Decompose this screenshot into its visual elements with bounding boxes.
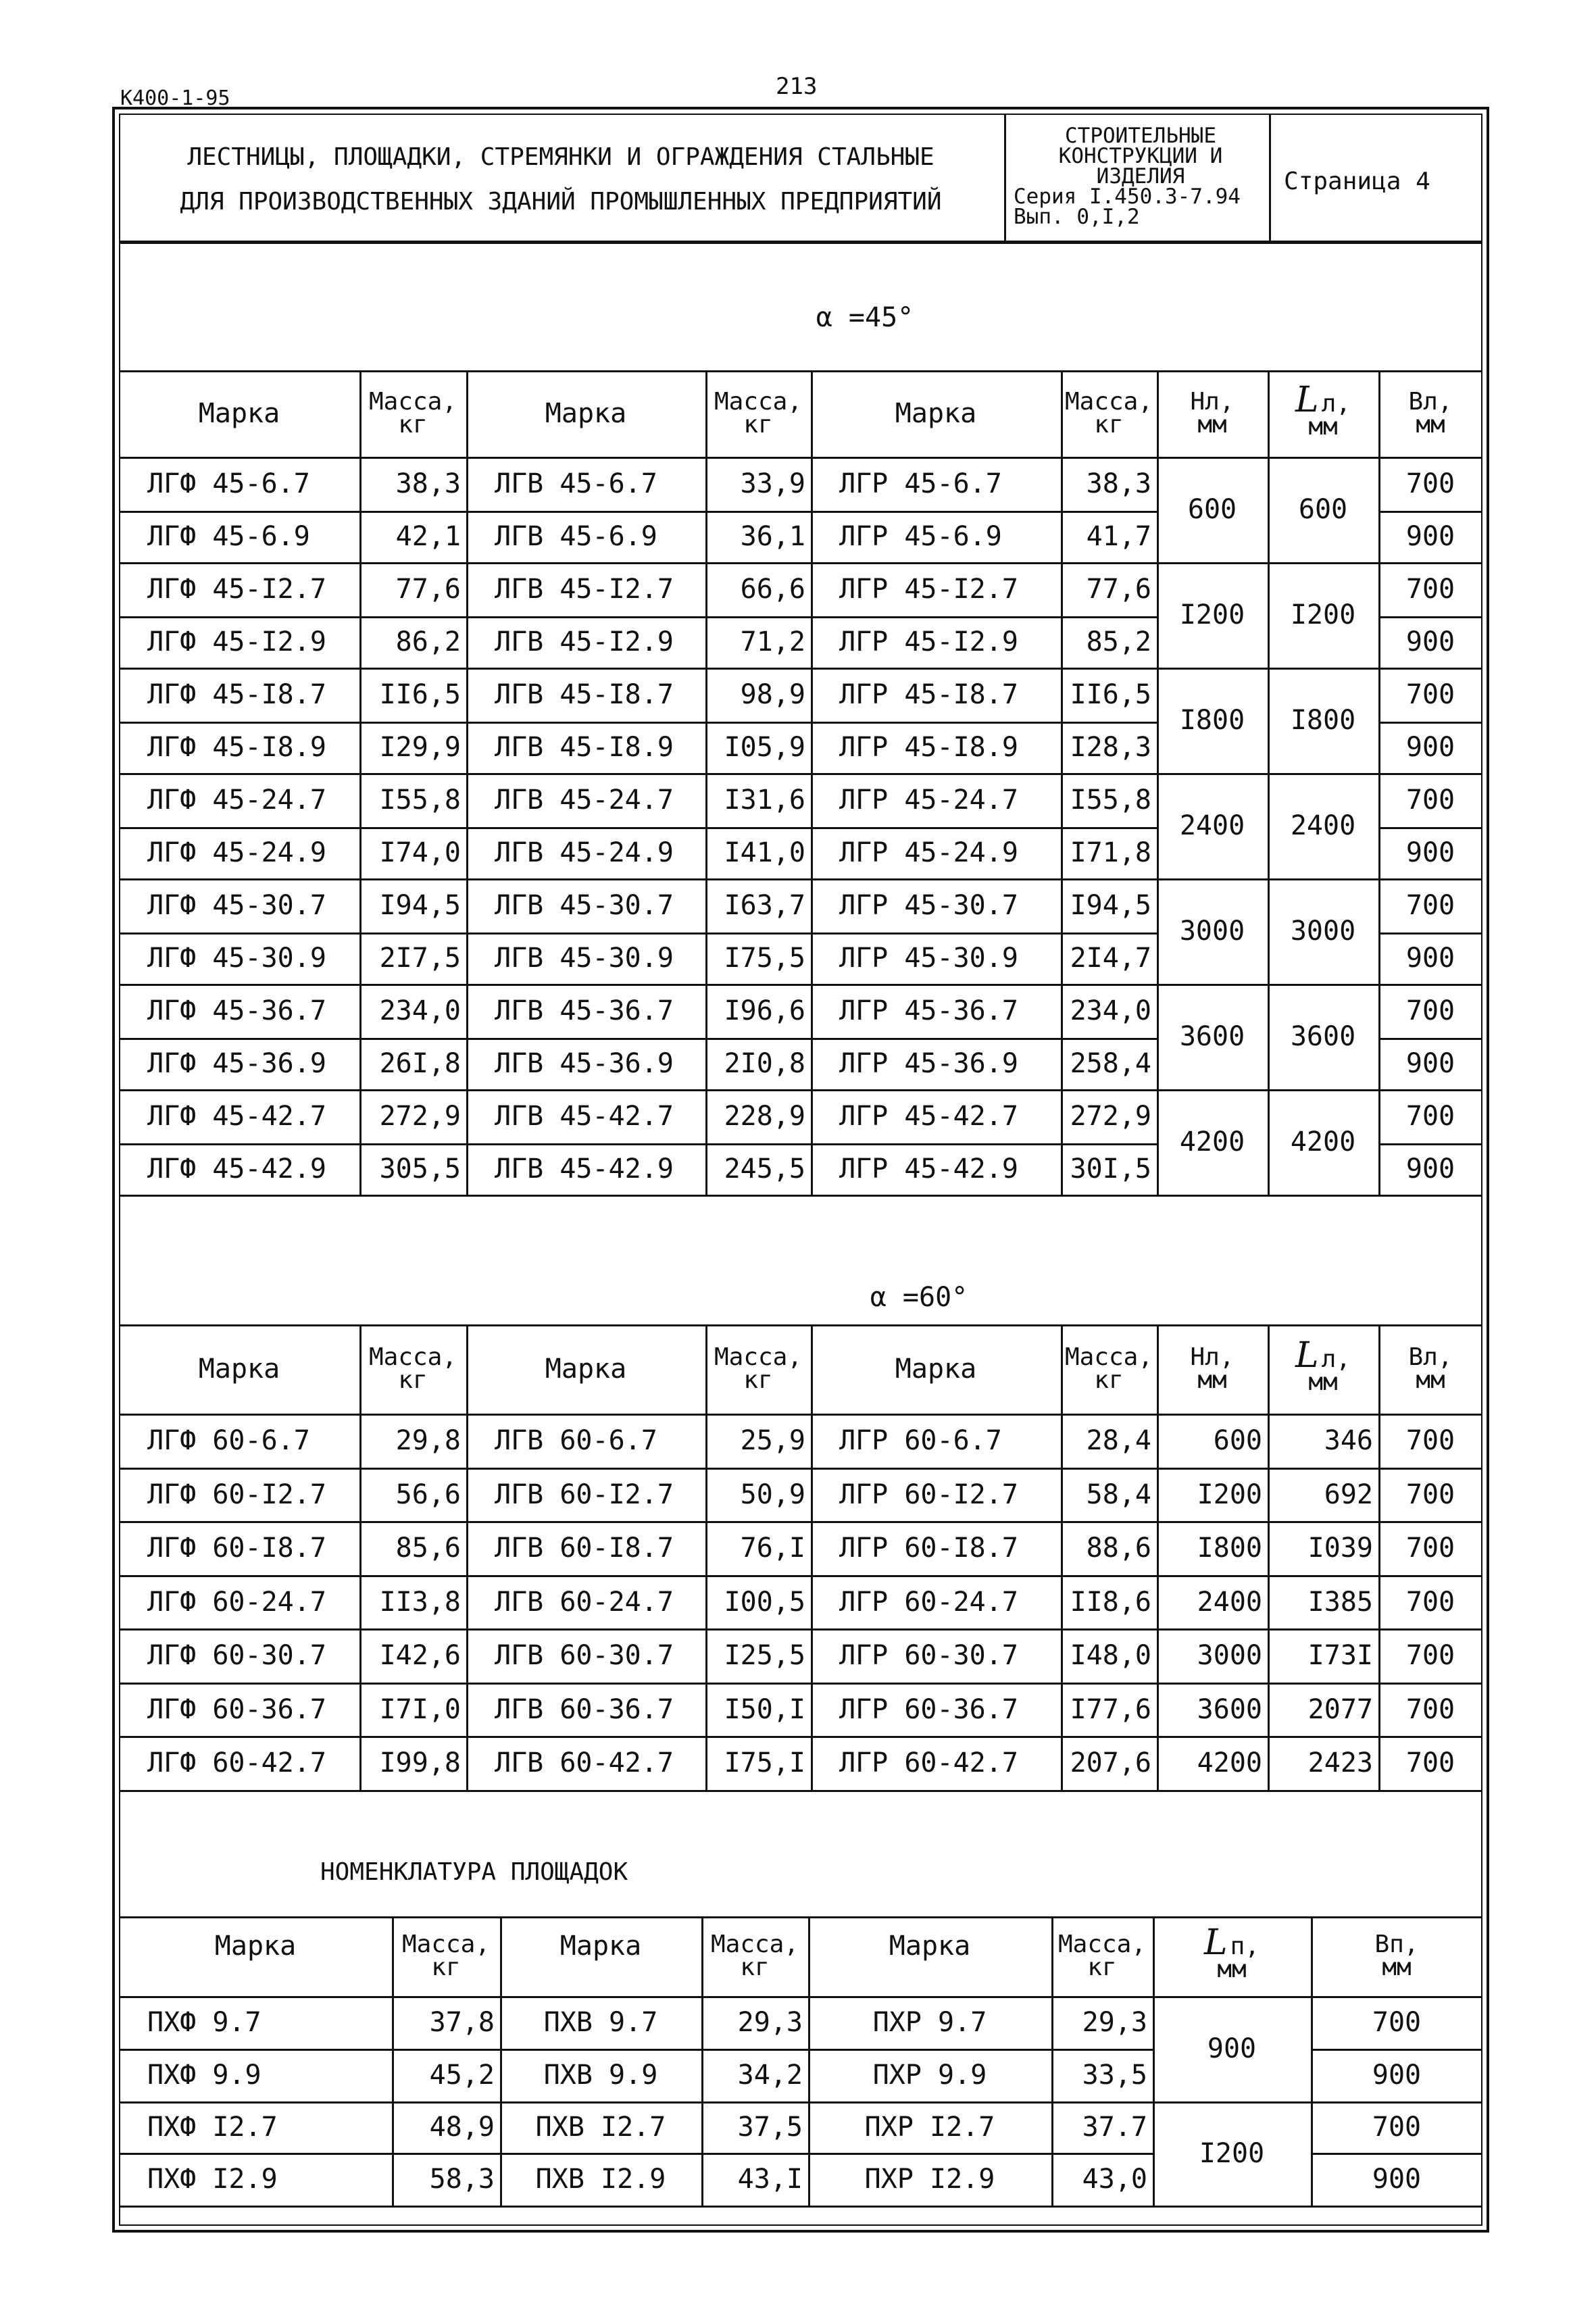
group-ll-value: 2400 bbox=[1290, 810, 1356, 841]
document-title bbox=[122, 135, 1000, 224]
t45-header-mass-3-top: Масса, bbox=[1064, 388, 1153, 416]
sheet-label: Страница 4 bbox=[1284, 168, 1430, 195]
tp-header-mass-1 bbox=[392, 1916, 500, 1996]
table-row-mark-v: ЛГВ 45-24.7 bbox=[495, 785, 674, 816]
table-row-mass-v: 29,3 bbox=[737, 2007, 803, 2038]
tp-header-bp-top: Вп, bbox=[1374, 1931, 1419, 1958]
t60-header-mark-2: Марка bbox=[545, 1353, 627, 1385]
table-row-mass-f: 272,9 bbox=[379, 1101, 461, 1132]
tp-header-mass-2 bbox=[701, 1916, 808, 1996]
t45-header-bl-bottom: мм bbox=[1416, 411, 1445, 439]
table-row-mark-v: ЛГВ 45-I2.9 bbox=[495, 626, 674, 657]
table-row-mass-r: 258,4 bbox=[1070, 1048, 1151, 1079]
t45-header-ll-bottom: мм bbox=[1308, 413, 1338, 441]
table-row-bl: 700 bbox=[1405, 468, 1455, 499]
platforms-title: НОМЕНКЛАТУРА ПЛОЩАДОК bbox=[320, 1858, 628, 1886]
table-row-hl: I200 bbox=[1197, 1478, 1262, 1510]
tp-header-mass-1-bottom: кг bbox=[431, 1953, 461, 1981]
table-row-mass-r: II8,6 bbox=[1070, 1586, 1151, 1618]
table-row-mass-f: 42,1 bbox=[395, 521, 461, 552]
tp-header-bp-bottom: мм bbox=[1382, 1953, 1412, 1981]
group-lp-value: I200 bbox=[1199, 2138, 1265, 2169]
group-hl-value: 600 bbox=[1187, 494, 1237, 525]
table-row-mark-r: ЛГР 60-30.7 bbox=[839, 1640, 1018, 1671]
table-row-mass-f: 85,6 bbox=[395, 1533, 461, 1564]
table-row-mass-r: 2I4,7 bbox=[1070, 943, 1151, 974]
table-row-bl: 700 bbox=[1405, 1101, 1455, 1132]
table-row-mass-f: 56,6 bbox=[395, 1478, 461, 1510]
table-row-mark-r: ЛГР 60-I2.7 bbox=[839, 1478, 1018, 1510]
t60-header-ll bbox=[1268, 1324, 1378, 1414]
table-row-bl: 700 bbox=[1405, 1747, 1455, 1778]
t45-header-mark-1: Марка bbox=[198, 398, 280, 429]
table-row-bl: 700 bbox=[1405, 1640, 1455, 1671]
t60-header-hl-bottom: мм bbox=[1197, 1366, 1227, 1394]
t45-row-line-14 bbox=[119, 1195, 1482, 1197]
table-row-mass-v: I41,0 bbox=[724, 837, 805, 868]
table-row-mark-r: ЛГР 45-24.9 bbox=[839, 837, 1018, 868]
table-row-mark-v: ЛГВ 45-30.7 bbox=[495, 890, 674, 921]
table-row-hl: 600 bbox=[1213, 1425, 1262, 1456]
table-row-mark-v: ЛГВ 45-30.9 bbox=[495, 943, 674, 974]
table-row-mark-r: ПХР I2.9 bbox=[864, 2164, 995, 2195]
t45-header-hl bbox=[1157, 370, 1268, 457]
table-row-bl: 900 bbox=[1405, 732, 1455, 763]
t60-header-mark-1: Марка bbox=[198, 1353, 280, 1385]
group-ll-value: I800 bbox=[1290, 705, 1356, 736]
table-row-mass-v: 66,6 bbox=[740, 574, 805, 605]
table-row-mass-f: II6,5 bbox=[379, 679, 461, 710]
t60-header-ll-top bbox=[1295, 1335, 1351, 1376]
t45-header-ll-top-text: л, bbox=[1321, 390, 1351, 418]
t45-header-mass-2-bottom: кг bbox=[743, 411, 773, 439]
document-title-line-1: ЛЕСТНИЦЫ, ПЛОЩАДКИ, СТРЕМЯНКИ И ОГРАЖДЕНИЯ СТАЛЬНЫЕ bbox=[187, 143, 934, 171]
table-row-mark-r: ЛГР 45-I8.9 bbox=[839, 732, 1018, 763]
table-row-mark-v: ЛГВ 60-I2.7 bbox=[495, 1478, 674, 1510]
series-label: Серия I.450.3-7.94 bbox=[1014, 184, 1241, 209]
table-row-bl: 700 bbox=[1405, 1693, 1455, 1725]
group-ll-value: 600 bbox=[1298, 494, 1348, 525]
table-row-hl: 3600 bbox=[1197, 1693, 1262, 1725]
t45-header-mass-3-bottom: кг bbox=[1094, 411, 1124, 439]
table-row-mark-v: ЛГВ 60-42.7 bbox=[495, 1747, 674, 1778]
table-row-mark-v: ЛГВ 45-42.7 bbox=[495, 1101, 674, 1132]
table-row-mass-v: I96,6 bbox=[724, 995, 805, 1026]
angle-60-caption: α =60° bbox=[870, 1282, 968, 1313]
table-row-mark-f: ЛГФ 45-I2.9 bbox=[147, 626, 326, 657]
tp-header-mass-2-bottom: кг bbox=[740, 1953, 770, 1981]
t45-header-bl bbox=[1378, 370, 1482, 457]
table-row-mass-v: I75,5 bbox=[724, 943, 805, 974]
table-row-mark-f: ЛГФ 45-42.7 bbox=[147, 1101, 326, 1132]
table-row-bp: 700 bbox=[1372, 2007, 1422, 2038]
table-row-mass-f: 305,5 bbox=[379, 1153, 461, 1185]
table-row-mark-f: ЛГФ 60-42.7 bbox=[147, 1747, 326, 1778]
t60-header-hl-top: Нл, bbox=[1190, 1343, 1235, 1371]
table-row-mark-f: ЛГФ 45-42.9 bbox=[147, 1153, 326, 1185]
table-row-mass-v: I00,5 bbox=[724, 1586, 805, 1618]
table-row-ll: 346 bbox=[1324, 1425, 1373, 1456]
table-row-ll: I73I bbox=[1307, 1640, 1373, 1671]
table-row-mass-v: 34,2 bbox=[737, 2060, 803, 2091]
table-row-mass-v: 36,1 bbox=[740, 521, 805, 552]
page-number: 213 bbox=[776, 73, 818, 100]
table-row-mark-v: ПХВ 9.9 bbox=[543, 2060, 658, 2091]
tp-row-line-4 bbox=[119, 2206, 1482, 2208]
table-row-mark-f: ЛГФ 45-6.7 bbox=[147, 468, 310, 499]
t60-header-mass-2 bbox=[705, 1324, 811, 1414]
group-hl-value: 3600 bbox=[1179, 1021, 1245, 1052]
table-row-ll: 692 bbox=[1324, 1478, 1373, 1510]
table-row-mass-r: 58,4 bbox=[1086, 1478, 1151, 1510]
table-row-mass-r: 30I,5 bbox=[1070, 1153, 1151, 1185]
t60-row-line-7 bbox=[119, 1790, 1482, 1792]
table-row-mass-r: 41,7 bbox=[1086, 521, 1151, 552]
tp-header-mass-2-top: Масса, bbox=[710, 1931, 799, 1958]
t60-header-mass-1-bottom: кг bbox=[398, 1366, 428, 1394]
table-row-mark-f: ЛГФ 45-24.7 bbox=[147, 785, 326, 816]
table-row-mark-f: ЛГФ 45-36.9 bbox=[147, 1048, 326, 1079]
t60-header-mass-3-top: Масса, bbox=[1064, 1343, 1153, 1371]
table-row-mark-f: ЛГФ 45-I8.9 bbox=[147, 732, 326, 763]
tp-header-bp bbox=[1311, 1916, 1482, 1996]
table-row-mark-r: ЛГР 45-36.9 bbox=[839, 1048, 1018, 1079]
t45-header-bl-top: Вл, bbox=[1408, 388, 1453, 416]
table-row-bp: 900 bbox=[1372, 2164, 1422, 2195]
table-row-mark-r: ЛГР 45-36.7 bbox=[839, 995, 1018, 1026]
table-row-mark-f: ЛГФ 60-24.7 bbox=[147, 1586, 326, 1618]
t45-header-mass-3 bbox=[1061, 370, 1157, 457]
table-row-bl: 700 bbox=[1405, 679, 1455, 710]
table-row-mass-v: 228,9 bbox=[724, 1101, 805, 1132]
table-row-mark-f: ЛГФ 45-6.9 bbox=[147, 521, 310, 552]
table-row-mark-r: ЛГР 45-I2.9 bbox=[839, 626, 1018, 657]
table-row-mark-v: ЛГВ 45-I2.7 bbox=[495, 574, 674, 605]
angle-45-caption: α =45° bbox=[816, 302, 914, 333]
table-row-mass-f: 2I7,5 bbox=[379, 943, 461, 974]
tp-header-lp-bottom: мм bbox=[1217, 1956, 1247, 1983]
table-row-mass-r: 33,5 bbox=[1082, 2060, 1147, 2091]
table-row-mark-v: ЛГВ 45-I8.9 bbox=[495, 732, 674, 763]
table-row-mark-f: ЛГФ 60-6.7 bbox=[147, 1425, 310, 1456]
category-line-2: КОНСТРУКЦИИ И bbox=[1058, 144, 1223, 168]
tp-header-mass-1-top: Масса, bbox=[401, 1931, 491, 1958]
tp-header-mass-3-bottom: кг bbox=[1087, 1953, 1117, 1981]
table-row-mass-f: 86,2 bbox=[395, 626, 461, 657]
t60-header-hl bbox=[1157, 1324, 1268, 1414]
table-row-mark-r: ПХР 9.9 bbox=[872, 2060, 987, 2091]
table-row-mass-f: 58,3 bbox=[429, 2164, 495, 2195]
table-row-mark-v: ЛГВ 45-I8.7 bbox=[495, 679, 674, 710]
table-row-mark-f: ЛГФ 60-I2.7 bbox=[147, 1478, 326, 1510]
tp-header-lp-top bbox=[1204, 1922, 1260, 1963]
t60-header-ll-bottom: мм bbox=[1308, 1368, 1338, 1396]
table-row-mark-f: ПХФ 9.7 bbox=[147, 2007, 261, 2038]
table-row-mass-r: I48,0 bbox=[1070, 1640, 1151, 1671]
t60-header-mark-3: Марка bbox=[895, 1353, 977, 1385]
t45-header-mark-2: Марка bbox=[545, 398, 627, 429]
table-row-mark-v: ЛГВ 60-I8.7 bbox=[495, 1533, 674, 1564]
table-row-mass-r: 28,4 bbox=[1086, 1425, 1151, 1456]
table-row-mark-f: ЛГФ 45-I8.7 bbox=[147, 679, 326, 710]
table-row-mark-r: ЛГР 60-36.7 bbox=[839, 1693, 1018, 1725]
table-row-mark-r: ЛГР 45-30.7 bbox=[839, 890, 1018, 921]
table-row-mass-v: 37,5 bbox=[737, 2112, 803, 2143]
table-row-mass-v: 2I0,8 bbox=[724, 1048, 805, 1079]
group-ll-value: 3600 bbox=[1290, 1021, 1356, 1052]
table-row-mark-f: ЛГФ 45-30.9 bbox=[147, 943, 326, 974]
italic-l-glyph: L bbox=[1204, 1922, 1228, 1963]
table-row-bl: 700 bbox=[1405, 1586, 1455, 1618]
t45-header-mass-1 bbox=[359, 370, 466, 457]
table-row-mass-r: 43,0 bbox=[1082, 2164, 1147, 2195]
table-row-mark-f: ЛГФ 45-I2.7 bbox=[147, 574, 326, 605]
table-row-bl: 900 bbox=[1405, 1153, 1455, 1185]
table-row-mass-v: 76,I bbox=[740, 1533, 805, 1564]
group-hl-value: 3000 bbox=[1179, 916, 1245, 947]
table-row-mark-r: ПХР I2.7 bbox=[864, 2112, 995, 2143]
table-row-bl: 700 bbox=[1405, 890, 1455, 921]
table-row-mark-r: ЛГР 60-6.7 bbox=[839, 1425, 1002, 1456]
group-ll-value: 4200 bbox=[1290, 1126, 1356, 1158]
table-row-bl: 900 bbox=[1405, 521, 1455, 552]
table-row-mass-r: 88,6 bbox=[1086, 1533, 1151, 1564]
table-row-mass-f: I29,9 bbox=[379, 732, 461, 763]
table-row-bl: 900 bbox=[1405, 626, 1455, 657]
table-row-mass-f: 77,6 bbox=[395, 574, 461, 605]
title-block-divider-2 bbox=[1269, 114, 1271, 242]
table-row-mass-v: 43,I bbox=[737, 2164, 803, 2195]
table-row-mass-f: I74,0 bbox=[379, 837, 461, 868]
table-row-mass-f: I99,8 bbox=[379, 1747, 461, 1778]
table-row-mass-f: I94,5 bbox=[379, 890, 461, 921]
t60-header-mass-3-bottom: кг bbox=[1094, 1366, 1124, 1394]
table-row-mass-f: 45,2 bbox=[429, 2060, 495, 2091]
title-block-divider-1 bbox=[1004, 114, 1006, 242]
t45-header-mass-1-top: Масса, bbox=[368, 388, 457, 416]
table-row-bp: 700 bbox=[1372, 2112, 1422, 2143]
table-row-mark-r: ЛГР 45-I2.7 bbox=[839, 574, 1018, 605]
table-row-mass-f: 234,0 bbox=[379, 995, 461, 1026]
category-line-3: ИЗДЕЛИЯ bbox=[1096, 164, 1185, 189]
table-row-mark-r: ЛГР 60-24.7 bbox=[839, 1586, 1018, 1618]
document-title-line-2: ДЛЯ ПРОИЗВОДСТВЕННЫХ ЗДАНИЙ ПРОМЫШЛЕННЫХ ПРЕДПРИЯТИЙ bbox=[180, 188, 942, 216]
category-block bbox=[1014, 126, 1268, 227]
table-row-ll: I385 bbox=[1307, 1586, 1373, 1618]
group-hl-value: 4200 bbox=[1179, 1126, 1245, 1158]
table-row-bp: 900 bbox=[1372, 2060, 1422, 2091]
table-row-mass-v: I05,9 bbox=[724, 732, 805, 763]
group-ll-value: I200 bbox=[1290, 599, 1356, 630]
table-row-mark-f: ЛГФ 45-30.7 bbox=[147, 890, 326, 921]
table-row-mark-v: ЛГВ 45-24.9 bbox=[495, 837, 674, 868]
group-ll-value: 3000 bbox=[1290, 916, 1356, 947]
issue-label: Вып. 0,I,2 bbox=[1014, 205, 1140, 229]
table-row-mark-v: ЛГВ 45-36.9 bbox=[495, 1048, 674, 1079]
table-row-mass-f: 29,8 bbox=[395, 1425, 461, 1456]
table-row-mass-v: 50,9 bbox=[740, 1478, 805, 1510]
t60-header-mass-2-bottom: кг bbox=[743, 1366, 773, 1394]
table-row-mass-r: 207,6 bbox=[1070, 1747, 1151, 1778]
tp-header-lp-top-text: п, bbox=[1230, 1933, 1260, 1960]
table-row-mark-r: ЛГР 45-24.7 bbox=[839, 785, 1018, 816]
t45-header-mass-2-top: Масса, bbox=[714, 388, 803, 416]
table-row-mark-v: ЛГВ 45-36.7 bbox=[495, 995, 674, 1026]
group-hl-value: I800 bbox=[1179, 705, 1245, 736]
table-row-bl: 700 bbox=[1405, 785, 1455, 816]
t60-header-ll-top-text: л, bbox=[1321, 1345, 1351, 1373]
table-row-mark-r: ЛГР 60-I8.7 bbox=[839, 1533, 1018, 1564]
table-row-mark-r: ЛГР 45-6.9 bbox=[839, 521, 1002, 552]
table-row-hl: 3000 bbox=[1197, 1640, 1262, 1671]
table-row-mass-f: I55,8 bbox=[379, 785, 461, 816]
table-row-mass-v: 98,9 bbox=[740, 679, 805, 710]
table-row-mass-r: 38,3 bbox=[1086, 468, 1151, 499]
table-row-mark-v: ПХВ I2.7 bbox=[535, 2112, 666, 2143]
table-row-mark-r: ПХР 9.7 bbox=[872, 2007, 987, 2038]
table-row-mark-v: ЛГВ 60-6.7 bbox=[495, 1425, 657, 1456]
table-row-mass-v: I31,6 bbox=[724, 785, 805, 816]
t60-header-bl bbox=[1378, 1324, 1482, 1414]
table-row-bl: 700 bbox=[1405, 1478, 1455, 1510]
table-row-mark-r: ЛГР 45-I8.7 bbox=[839, 679, 1018, 710]
t60-header-mass-1-top: Масса, bbox=[368, 1343, 457, 1371]
table-row-mark-f: ПХФ I2.7 bbox=[147, 2112, 278, 2143]
table-row-mark-r: ЛГР 45-30.9 bbox=[839, 943, 1018, 974]
title-block-bottom-line bbox=[119, 241, 1482, 244]
table-row-bl: 900 bbox=[1405, 837, 1455, 868]
t45-header-hl-bottom: мм bbox=[1197, 411, 1227, 439]
table-row-bl: 700 bbox=[1405, 574, 1455, 605]
t60-header-mass-3 bbox=[1061, 1324, 1157, 1414]
table-row-mass-v: I63,7 bbox=[724, 890, 805, 921]
table-row-mass-r: II6,5 bbox=[1070, 679, 1151, 710]
table-row-mark-f: ПХФ 9.9 bbox=[147, 2060, 261, 2091]
tp-header-mass-3-top: Масса, bbox=[1057, 1931, 1147, 1958]
table-row-mass-r: 29,3 bbox=[1082, 2007, 1147, 2038]
table-row-bl: 900 bbox=[1405, 943, 1455, 974]
table-row-mark-f: ПХФ I2.9 bbox=[147, 2164, 278, 2195]
table-row-bl: 700 bbox=[1405, 995, 1455, 1026]
table-row-mass-v: 33,9 bbox=[740, 468, 805, 499]
table-row-mass-f: II3,8 bbox=[379, 1586, 461, 1618]
table-row-ll: 2423 bbox=[1307, 1747, 1373, 1778]
table-row-mark-v: ЛГВ 60-24.7 bbox=[495, 1586, 674, 1618]
table-row-mark-v: ПХВ 9.7 bbox=[543, 2007, 658, 2038]
table-row-mass-v: I25,5 bbox=[724, 1640, 805, 1671]
category-line-1: СТРОИТЕЛЬНЫЕ bbox=[1065, 124, 1216, 148]
table-row-mark-r: ЛГР 45-42.7 bbox=[839, 1101, 1018, 1132]
table-row-hl: I800 bbox=[1197, 1533, 1262, 1564]
table-row-mass-r: I94,5 bbox=[1070, 890, 1151, 921]
table-row-mark-r: ЛГР 45-42.9 bbox=[839, 1153, 1018, 1185]
table-row-mark-v: ЛГВ 45-42.9 bbox=[495, 1153, 674, 1185]
table-row-mark-r: ЛГР 45-6.7 bbox=[839, 468, 1002, 499]
table-row-mark-f: ЛГФ 45-24.9 bbox=[147, 837, 326, 868]
table-row-mass-f: 37,8 bbox=[429, 2007, 495, 2038]
table-row-mark-f: ЛГФ 45-36.7 bbox=[147, 995, 326, 1026]
tp-header-mark-2: Марка bbox=[559, 1931, 642, 1962]
table-row-ll: 2077 bbox=[1307, 1693, 1373, 1725]
table-row-mass-r: 77,6 bbox=[1086, 574, 1151, 605]
table-row-mass-f: 38,3 bbox=[395, 468, 461, 499]
table-row-mass-f: 48,9 bbox=[429, 2112, 495, 2143]
table-row-mass-r: 272,9 bbox=[1070, 1101, 1151, 1132]
table-row-bl: 700 bbox=[1405, 1533, 1455, 1564]
table-row-mass-v: I50,I bbox=[724, 1693, 805, 1725]
t45-header-mass-1-bottom: кг bbox=[398, 411, 428, 439]
table-row-mass-v: I75,I bbox=[724, 1747, 805, 1778]
table-row-ll: I039 bbox=[1307, 1533, 1373, 1564]
table-row-mark-v: ПХВ I2.9 bbox=[535, 2164, 666, 2195]
table-row-mass-v: 25,9 bbox=[740, 1425, 805, 1456]
table-row-mass-r: 234,0 bbox=[1070, 995, 1151, 1026]
table-row-mark-v: ЛГВ 45-6.7 bbox=[495, 468, 657, 499]
table-row-mass-r: 37.7 bbox=[1082, 2112, 1147, 2143]
table-row-mass-f: I7I,0 bbox=[379, 1693, 461, 1725]
t45-header-hl-top: Нл, bbox=[1190, 388, 1235, 416]
tp-header-mark-1: Марка bbox=[214, 1931, 297, 1962]
group-lp-value: 900 bbox=[1207, 2033, 1257, 2064]
italic-l-glyph: L bbox=[1295, 380, 1319, 420]
italic-l-glyph: L bbox=[1295, 1335, 1319, 1376]
table-row-hl: 2400 bbox=[1197, 1586, 1262, 1618]
table-row-mark-v: ЛГВ 60-36.7 bbox=[495, 1693, 674, 1725]
table-row-mark-f: ЛГФ 60-I8.7 bbox=[147, 1533, 326, 1564]
table-row-bl: 700 bbox=[1405, 1425, 1455, 1456]
tp-header-mark-3: Марка bbox=[889, 1931, 971, 1962]
table-row-mark-v: ЛГВ 60-30.7 bbox=[495, 1640, 674, 1671]
table-row-mass-r: I28,3 bbox=[1070, 732, 1151, 763]
t60-header-mass-2-top: Масса, bbox=[714, 1343, 803, 1371]
table-row-mark-f: ЛГФ 60-30.7 bbox=[147, 1640, 326, 1671]
t45-header-mark-3: Марка bbox=[895, 398, 977, 429]
table-row-bl: 900 bbox=[1405, 1048, 1455, 1079]
table-row-mark-f: ЛГФ 60-36.7 bbox=[147, 1693, 326, 1725]
group-hl-value: 2400 bbox=[1179, 810, 1245, 841]
t60-header-bl-bottom: мм bbox=[1416, 1366, 1445, 1394]
table-row-hl: 4200 bbox=[1197, 1747, 1262, 1778]
t60-header-bl-top: Вл, bbox=[1408, 1343, 1453, 1371]
doc-code: К400-1-95 bbox=[120, 86, 230, 110]
group-hl-value: I200 bbox=[1179, 599, 1245, 630]
table-row-mass-r: 85,2 bbox=[1086, 626, 1151, 657]
table-row-mass-r: I55,8 bbox=[1070, 785, 1151, 816]
table-row-mass-f: 26I,8 bbox=[379, 1048, 461, 1079]
table-row-mass-r: I71,8 bbox=[1070, 837, 1151, 868]
table-row-mass-v: 245,5 bbox=[724, 1153, 805, 1185]
tp-header-mass-3 bbox=[1051, 1916, 1153, 1996]
table-row-mass-v: 71,2 bbox=[740, 626, 805, 657]
t45-header-ll-top bbox=[1295, 380, 1351, 420]
table-row-mass-r: I77,6 bbox=[1070, 1693, 1151, 1725]
table-row-mass-f: I42,6 bbox=[379, 1640, 461, 1671]
table-row-mark-r: ЛГР 60-42.7 bbox=[839, 1747, 1018, 1778]
table-row-mark-v: ЛГВ 45-6.9 bbox=[495, 521, 657, 552]
t45-header-ll bbox=[1268, 370, 1378, 457]
t45-header-mass-2 bbox=[705, 370, 811, 457]
t60-header-mass-1 bbox=[359, 1324, 466, 1414]
tp-header-lp bbox=[1153, 1916, 1311, 1996]
